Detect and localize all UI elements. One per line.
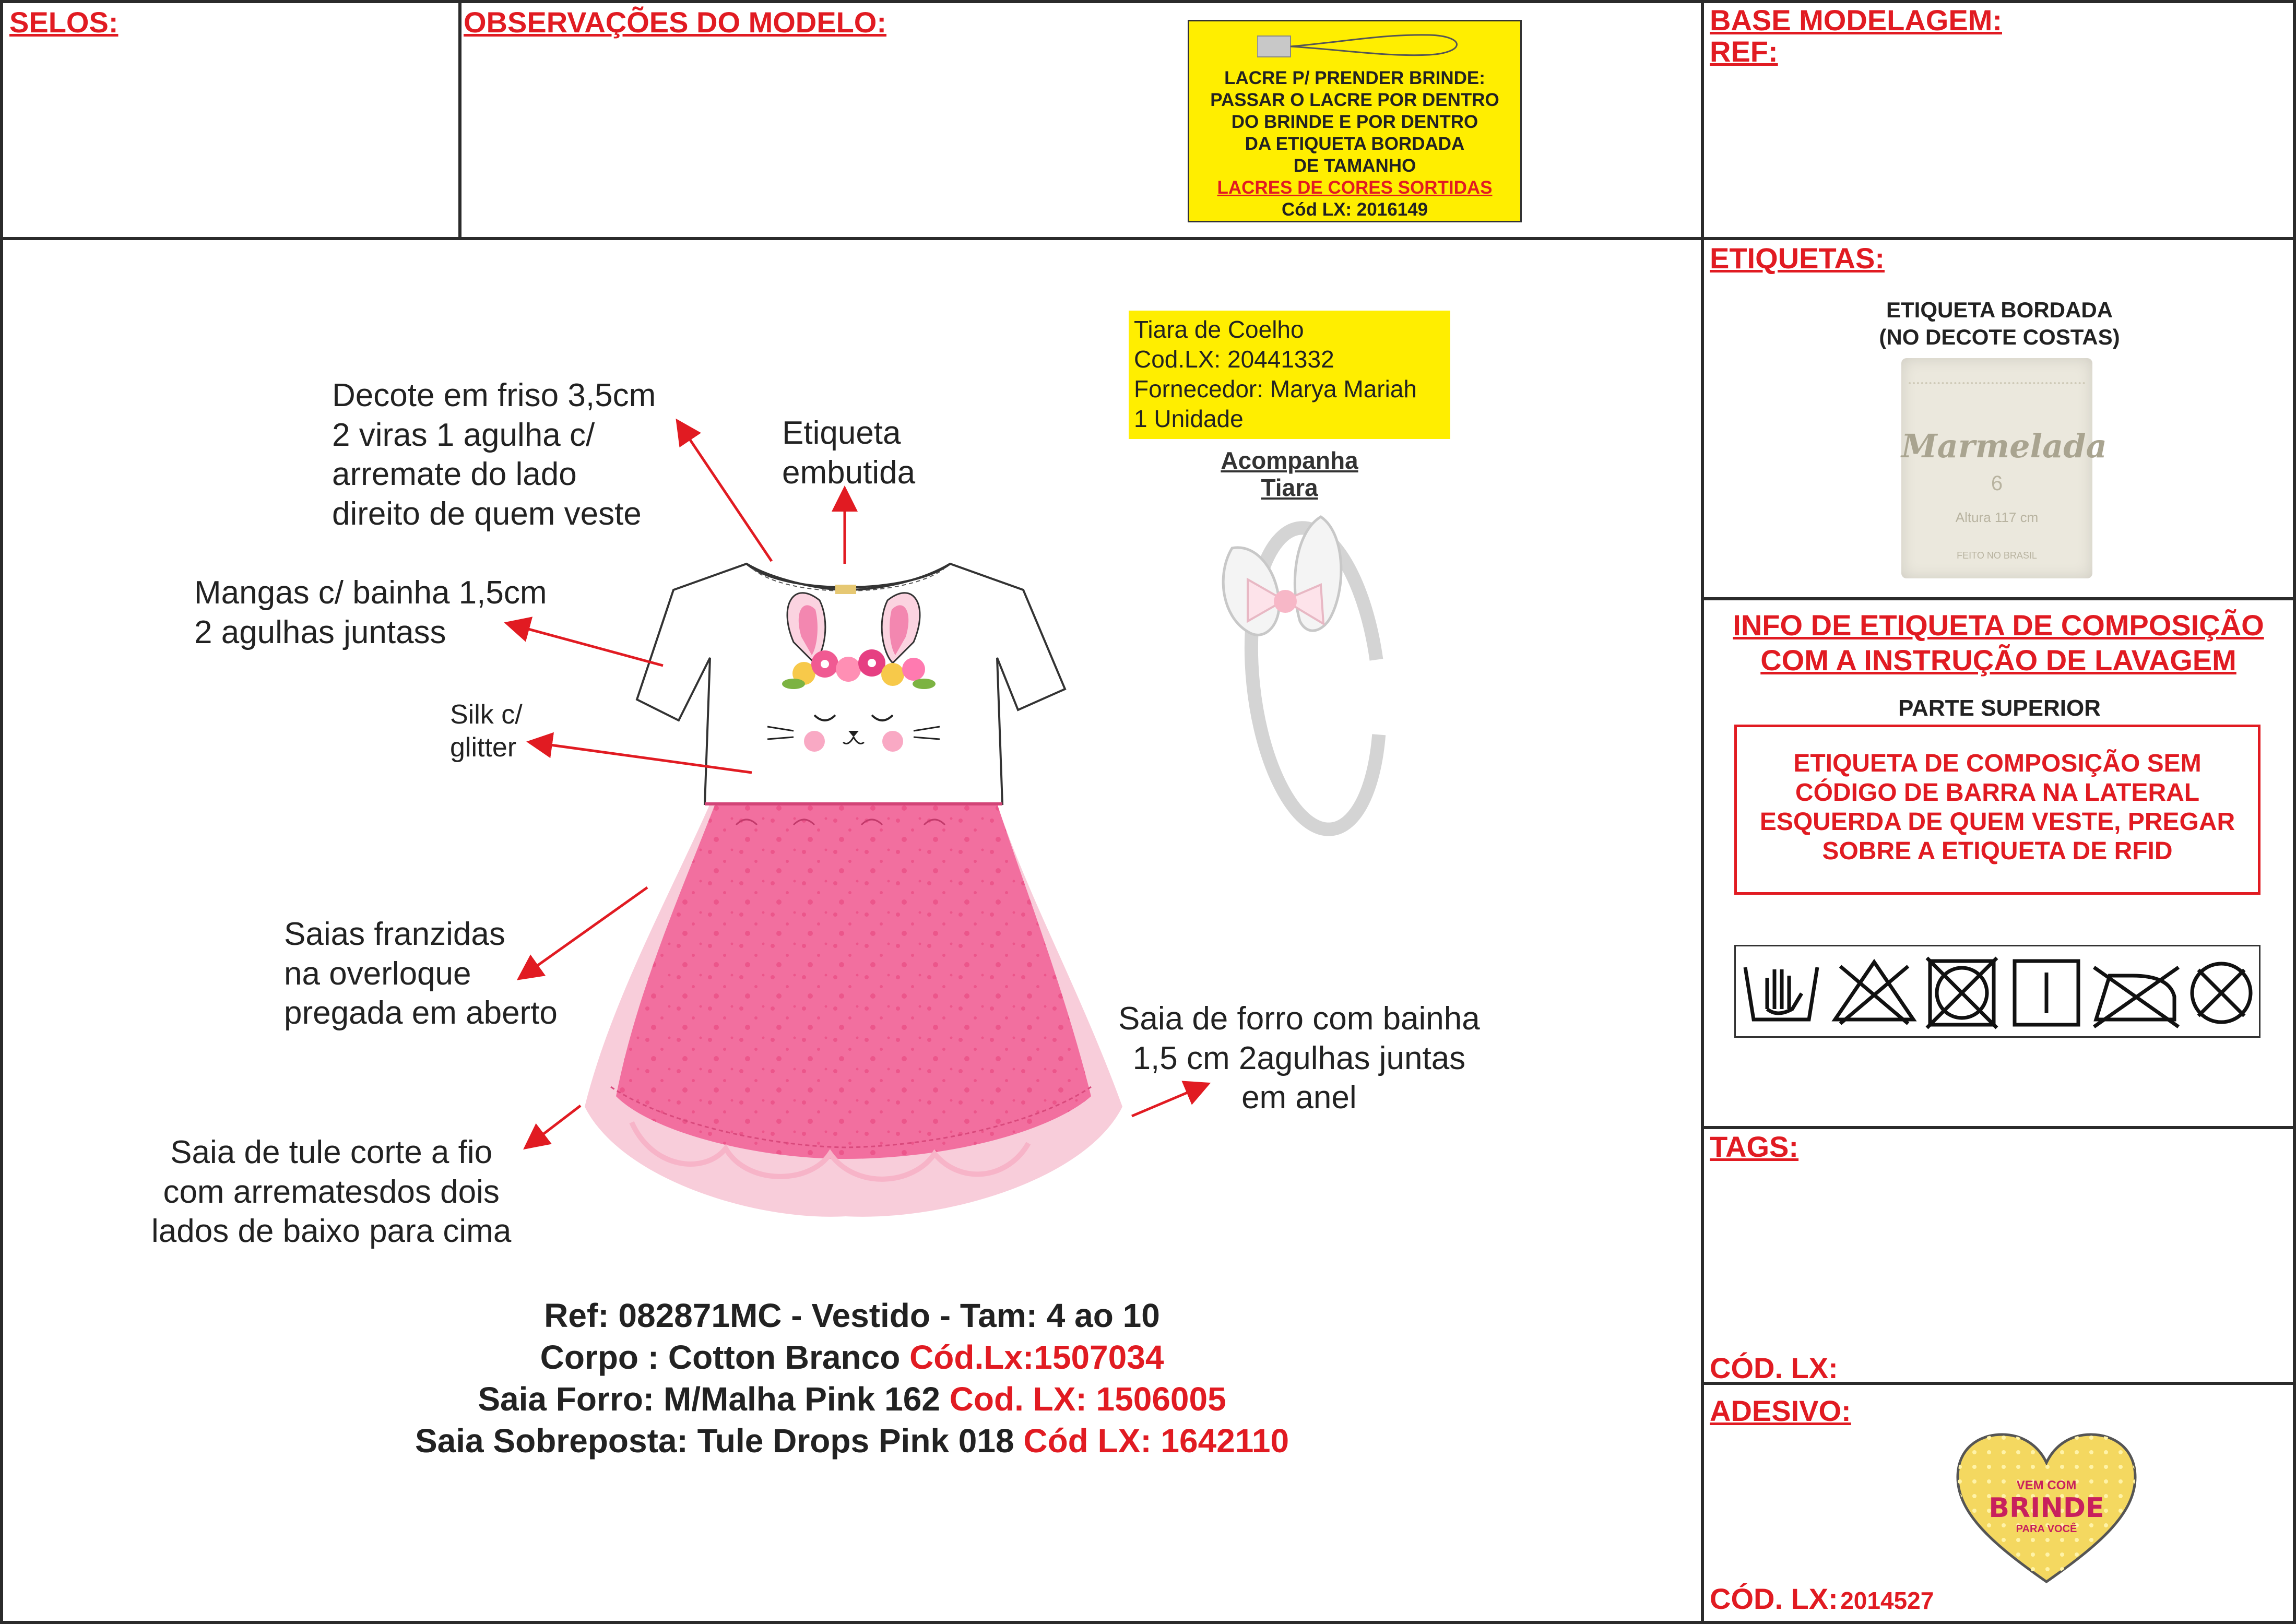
no-iron-icon [2094,967,2179,1027]
sticker-line-2: BRINDE [1989,1492,2104,1524]
instruction-line-1: ETIQUETA DE COMPOSIÇÃO SEM [1793,750,2202,777]
tiara-line-2: Cod.LX: 20441332 [1134,346,1334,373]
lacre-code: Cód LX: 2016149 [1281,199,1428,220]
annotation-silk [450,698,523,765]
saias-line-1: Saias franzidas [284,916,505,952]
parte-superior: PARTE SUPERIOR [1898,695,2101,721]
adesivo-code-label: CÓD. LX: [1710,1582,1838,1615]
base-modelagem-title: BASE MODELAGEM: [1710,4,2002,37]
spec-text-2: Corpo : Cotton Branco [540,1338,910,1376]
acompanha-line-2: Tiara [1261,474,1318,501]
etiqueta-bordada-line-2: (NO DECOTE COSTAS) [1879,325,2120,349]
lacre-line-1: LACRE P/ PRENDER BRINDE: [1224,68,1485,88]
care-symbols-strip [1734,945,2261,1038]
etiquetas-title: ETIQUETAS: [1710,242,1885,275]
tule-line-1: Saia de tule corte a fio [170,1134,493,1170]
etiqueta-bordada-caption [1707,297,2292,351]
no-tumble-dry-icon [1927,958,1997,1028]
instruction-line-4: SOBRE A ETIQUETA DE RFID [1822,837,2173,865]
observacoes-title: OBSERVAÇÕES DO MODELO: [464,6,887,39]
lacre-red-line: LACRES DE CORES SORTIDAS [1217,177,1493,198]
spec-text-3: Saia Forro: M/Malha Pink 162 [478,1380,950,1418]
tule-line-2: com arrematesdos dois [163,1173,500,1210]
lacre-line-5: DE TAMANHO [1293,156,1416,176]
hand-wash-icon [1745,967,1817,1020]
lacre-line-4: DA ETIQUETA BORDADA [1245,134,1465,154]
annotation-forro [1118,999,1480,1118]
forro-line-3: em anel [1241,1080,1357,1116]
saias-line-2: na overloque [284,955,471,992]
decote-line-4: direito de quem veste [332,495,642,532]
tags-panel [1701,1126,2296,1385]
tags-cod-label: CÓD. LX: [1710,1352,1838,1384]
saias-line-3: pregada em aberto [284,995,558,1032]
lacre-line-2: PASSAR O LACRE POR DENTRO [1210,90,1499,110]
tiara-line-4: 1 Unidade [1134,405,1244,432]
ref-label: REF: [1710,35,1778,68]
selos-title: SELOS: [9,6,119,39]
etiqueta-line-1: Etiqueta [782,415,901,451]
decote-line-2: 2 viras 1 agulha c/ [332,417,595,453]
tiara-line-3: Fornecedor: Marya Mariah [1134,375,1417,402]
spec-code-2: Cód.Lx:1507034 [909,1338,1164,1376]
composicao-title-line-1: INFO DE ETIQUETA DE COMPOSIÇÃO [1733,609,2264,642]
spec-text-4: Saia Sobreposta: Tule Drops Pink 018 [415,1422,1024,1460]
adesivo-code-value: 2014527 [1840,1587,1934,1614]
adesivo-code [1710,1582,1934,1616]
label-height: Altura 117 cm [1955,509,2039,525]
silk-line-2: glitter [450,732,517,763]
embroidered-label [1901,358,2107,578]
forro-line-1: Saia de forro com bainha [1118,1001,1480,1037]
arrow-silk [531,742,752,773]
composicao-instruction-box [1734,725,2261,895]
spec-line-3 [0,1378,1704,1420]
sticker-line-3: PARA VOCÊ [2016,1523,2077,1535]
spec-line-1 [0,1295,1704,1336]
no-dry-clean-icon [2192,964,2251,1022]
spec-code-4: Cód LX: 1642110 [1023,1422,1289,1460]
arrow-tule [527,1106,581,1146]
spec-text-1: Ref: 082871MC - Vestido - Tam: 4 ao 10 [544,1297,1160,1334]
arrow-decote [679,423,772,561]
annotation-tule [151,1133,511,1251]
line-dry-icon [2015,961,2078,1025]
etiqueta-bordada-line-1: ETIQUETA BORDADA [1886,298,2113,322]
label-origin: FEITO NO BRASIL [1957,550,2037,561]
annotation-saias [284,915,558,1033]
decote-line-3: arremate do lado [332,456,577,493]
forro-line-2: 1,5 cm 2agulhas juntas [1132,1040,1466,1076]
decote-line-1: Decote em friso 3,5cm [332,377,656,413]
mangas-line-2: 2 agulhas juntass [194,614,446,650]
composicao-title-line-2: COM A INSTRUÇÃO DE LAVAGEM [1760,644,2236,677]
tags-title: TAGS: [1710,1130,1799,1163]
instruction-line-2: CÓDIGO DE BARRA NA LATERAL [1795,779,2200,807]
annotation-mangas [194,573,547,652]
label-size: 6 [1991,472,2003,495]
silk-line-1: Silk c/ [450,700,523,730]
acompanha-line-1: Acompanha [1221,447,1358,474]
instruction-line-3: ESQUERDA DE QUEM VESTE, PREGAR [1759,808,2235,836]
brinde-sticker [1952,1430,2140,1587]
lacre-line-3: DO BRINDE E POR DENTRO [1231,112,1478,132]
tiara-line-1: Tiara de Coelho [1134,316,1304,343]
annotation-etiqueta [782,413,915,492]
adesivo-title: ADESIVO: [1710,1394,1851,1427]
composicao-title [1711,608,2286,678]
label-brand: Marmelada [1901,427,2107,465]
spec-code-3: Cod. LX: 1506005 [949,1380,1226,1418]
no-bleach-icon [1835,962,1913,1024]
tule-line-3: lados de baixo para cima [151,1213,512,1250]
mangas-line-1: Mangas c/ bainha 1,5cm [194,575,547,611]
sticker-line-1: VEM COM [2016,1478,2077,1492]
annotation-decote [332,376,656,534]
spec-line-2 [0,1336,1704,1378]
etiqueta-line-2: embutida [782,454,916,491]
spec-line-4 [0,1420,1704,1462]
product-specs [0,1295,1704,1462]
